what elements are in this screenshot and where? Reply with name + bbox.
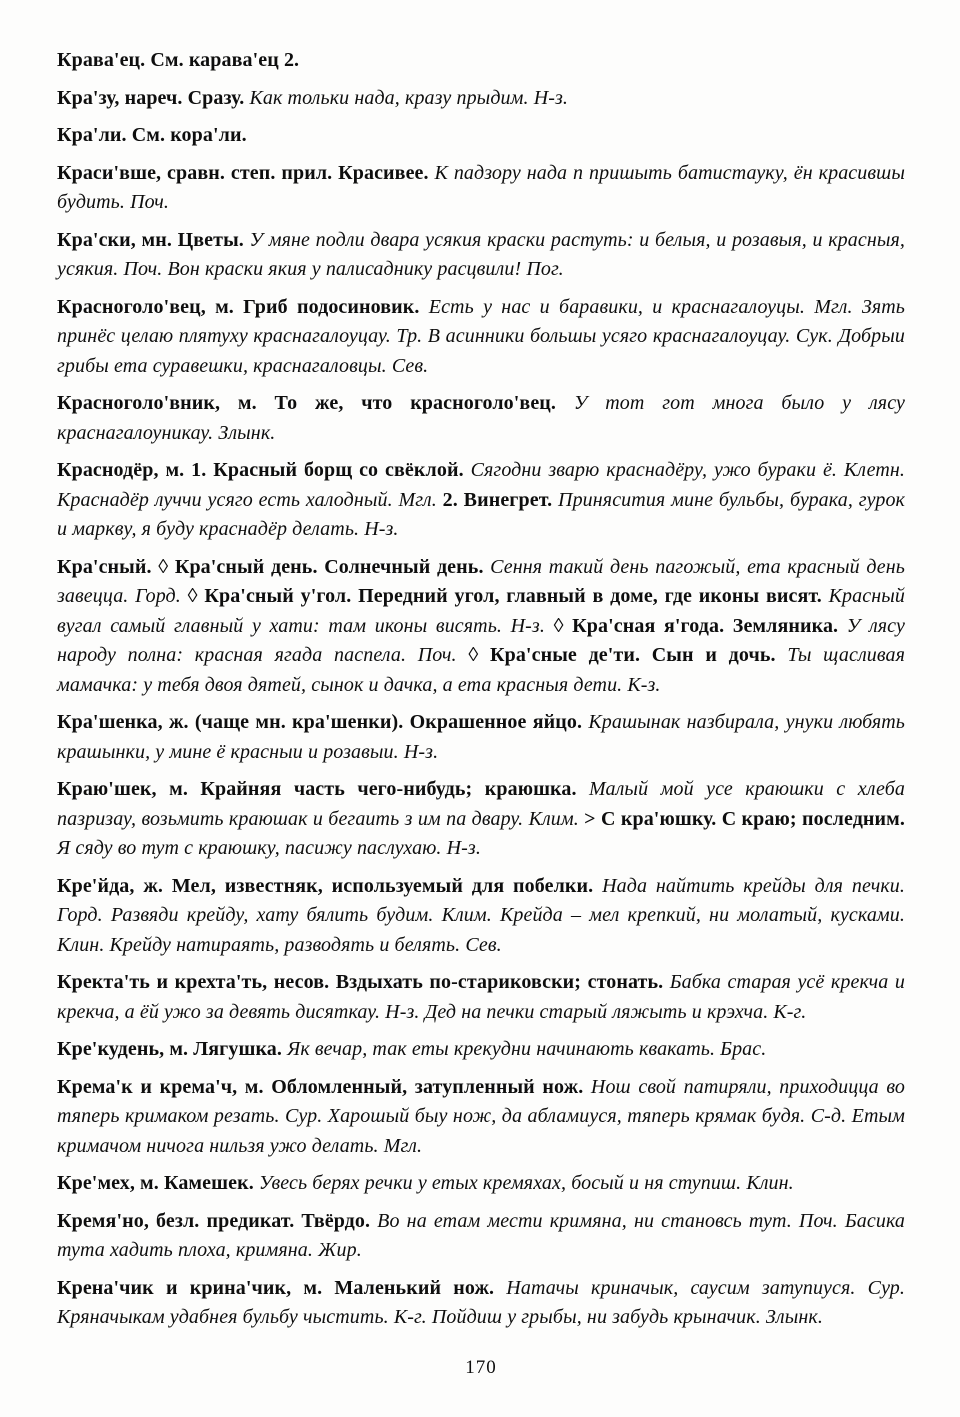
- dictionary-entry: [57, 1207, 905, 1266]
- dictionary-entry: [57, 84, 905, 114]
- entry-example-citation: Натачы криначык, саусим затупиуся. Сур. Кряначыкам удабнея бульбу чыстить. К-г. Пойдиш у грыбы, ни забудь крыначик. Злынк.: [57, 1276, 905, 1328]
- entry-example-citation: У мяне подли двара усякия краски растуть: и белыя, и розавыя, и красныя, усякия. Поч. Вон краски якия у палисаднику расцвили! Пог.: [57, 228, 905, 280]
- entry-headword-definition: Красноголо'вник, м. То же, что красноголо'вец.: [57, 392, 574, 414]
- entry-example-citation: Бабка старая усё крекча и крекча, а ёй ужо за девять дисяткау. Н-з. Дед на печки старый ляжыть и крэхча. К-г.: [57, 971, 905, 1023]
- dictionary-entry: [57, 46, 905, 76]
- entry-headword-definition: > С кра'юшку. С краю; последним.: [584, 807, 905, 830]
- entry-headword-definition: ◊ Кра'сная я'года. Земляника.: [553, 614, 847, 637]
- entry-headword-definition: Крава'ец. См. карава'ец 2.: [57, 49, 300, 71]
- dictionary-entry: [57, 708, 905, 767]
- entry-headword-definition: Кре'мех, м. Камешек.: [57, 1172, 259, 1194]
- entry-headword-definition: ◊ Кра'сный у'гол. Передний угол, главный в доме, где иконы висят.: [187, 585, 829, 607]
- entry-example-citation: Ты щасливая мамачка: у тебя двоя дятей, сынок и дачка, а ета красныя дети. К-з.: [57, 644, 906, 696]
- dictionary-entry: [57, 1073, 905, 1162]
- entry-headword-definition: Крена'чик и крина'чик, м. Маленький нож.: [57, 1276, 507, 1299]
- dictionary-entry: [57, 872, 905, 961]
- dictionary-entry: [57, 1274, 905, 1333]
- entries-container: [57, 46, 905, 1333]
- dictionary-entry: [57, 968, 905, 1027]
- entry-headword-definition: Кра'шенка, ж. (чаще мн. кра'шенки). Окрашенное яйцо.: [57, 711, 589, 733]
- dictionary-entry: [57, 775, 905, 864]
- entry-example-citation: Нош свой патиряли, приходицца во тяперь кримаком резать. Сур. Харошый быу нож, да абламиуся, тяперь крямак будя. С-д. Етым кримачом ничога нильзя ужо делать. Мгл.: [57, 1075, 905, 1157]
- entry-headword-definition: Краю'шек, м. Крайняя часть чего-нибудь; краюшка.: [57, 778, 590, 800]
- page-number: 170: [465, 1356, 497, 1378]
- entry-headword-definition: ◊ Кра'сные де'ти. Сын и дочь.: [468, 644, 788, 666]
- entry-headword-definition: 2. Винегрет.: [442, 488, 559, 511]
- entry-example-citation: Як вечар, так еты крекудни начинають квакать. Брас.: [287, 1038, 767, 1060]
- entry-example-citation: Во на етам мести кримяна, ни становсь тут. Поч. Басика тута хадить плоха, кримяна. Жир.: [57, 1209, 906, 1261]
- entry-headword-definition: Кректа'ть и крехта'ть, несов. Вздыхать по-стариковски; стонать.: [57, 971, 670, 993]
- entry-headword-definition: Кре'йда, ж. Мел, известняк, используемый для побелки.: [57, 874, 603, 897]
- entry-example-citation: Крашынак назбирала, унуки любять крашынки, у мине ё красныи и розавыи. Н-з.: [57, 711, 905, 763]
- dictionary-entry: [57, 553, 905, 701]
- entry-example-citation: К падзору нада п пришыть батистауку, ён красившы будить. Поч.: [57, 161, 905, 213]
- entry-example-citation: Красный вугал самый главный у хати: там иконы висять. Н-з.: [57, 585, 905, 637]
- entry-example-citation: У тот гот многа было у лясу краснагалоуникау. Злынк.: [57, 392, 906, 444]
- dictionary-entry: [57, 159, 905, 218]
- dictionary-entry: [57, 121, 905, 151]
- entry-example-citation: Малый мой усе краюшки с хлеба пазризау, возьмить краюшак и бегаить з им па двару. Клим.: [57, 778, 905, 830]
- dictionary-entry: [57, 1169, 905, 1199]
- entry-headword-definition: Кра'ски, мн. Цветы.: [57, 228, 250, 251]
- dictionary-entry: [57, 1035, 905, 1065]
- dictionary-entry: [57, 389, 905, 448]
- entry-headword-definition: Кра'зу, нареч. Сразу.: [57, 86, 250, 109]
- entry-headword-definition: Краси'вше, сравн. степ. прил. Красивее.: [57, 161, 435, 184]
- dictionary-entry: [57, 293, 905, 382]
- entry-headword-definition: Краснодёр, м. 1. Красный борщ со свёклой.: [57, 459, 471, 481]
- entry-example-citation: Увесь берях речки у етых кремяхах, босый и ня ступиш. Клин.: [258, 1172, 794, 1194]
- entry-example-citation: Есть у нас и баравики, и краснагалоуцы. Мгл. Зять принёс целаю плятуху краснагалоуцау. Тр. В асинники большы усяго краснагалоуцау. Сук. Добрыи грибы ета суравешки, краснагаловцы. Сев.: [57, 295, 905, 377]
- entry-headword-definition: Кремя'но, безл. предикат. Твёрдо.: [57, 1209, 378, 1232]
- entry-example-citation: У лясу народу полна: красная ягада паспела. Поч.: [57, 614, 905, 666]
- entry-headword-definition: Крема'к и крема'ч, м. Обломленный, затупленный нож.: [57, 1075, 591, 1098]
- entry-headword-definition: Кре'кудень, м. Лягушка.: [57, 1038, 288, 1060]
- entry-example-citation: Нада найтить крейды для печки. Горд. Развяди крейду, хату бялить будим. Клим. Крейда – мел крепкий, ни молатый, кусками. Клин. Крейду натираять, разводять и белять. Сев.: [57, 874, 905, 956]
- dictionary-entry: [57, 226, 905, 285]
- entry-example-citation: Как тольки нада, кразу прыдим. Н-з.: [249, 86, 569, 109]
- entry-headword-definition: Красноголо'вец, м. Гриб подосиновик.: [57, 295, 429, 318]
- entry-example-citation: Принясития мине бульбы, бурака, гурок и маркву, я буду краснадёр делать. Н-з.: [57, 488, 905, 540]
- entry-example-citation: Сення такий день пагожый, ета красный день завецца. Горд.: [57, 555, 905, 607]
- entry-example-citation: Я сяду во тут с краюшку, пасижу паслухаю. Н-з.: [57, 837, 481, 859]
- entry-headword-definition: Кра'сный. ◊ Кра'сный день. Солнечный день.: [57, 555, 491, 578]
- entry-example-citation: Сягодни зварю краснадёру, ужо бураки ё. Клетн. Краснадёр луччи усяго есть халодный. Мгл.: [57, 459, 905, 511]
- entry-headword-definition: Кра'ли. См. кора'ли.: [57, 124, 247, 146]
- dictionary-entry: [57, 456, 905, 545]
